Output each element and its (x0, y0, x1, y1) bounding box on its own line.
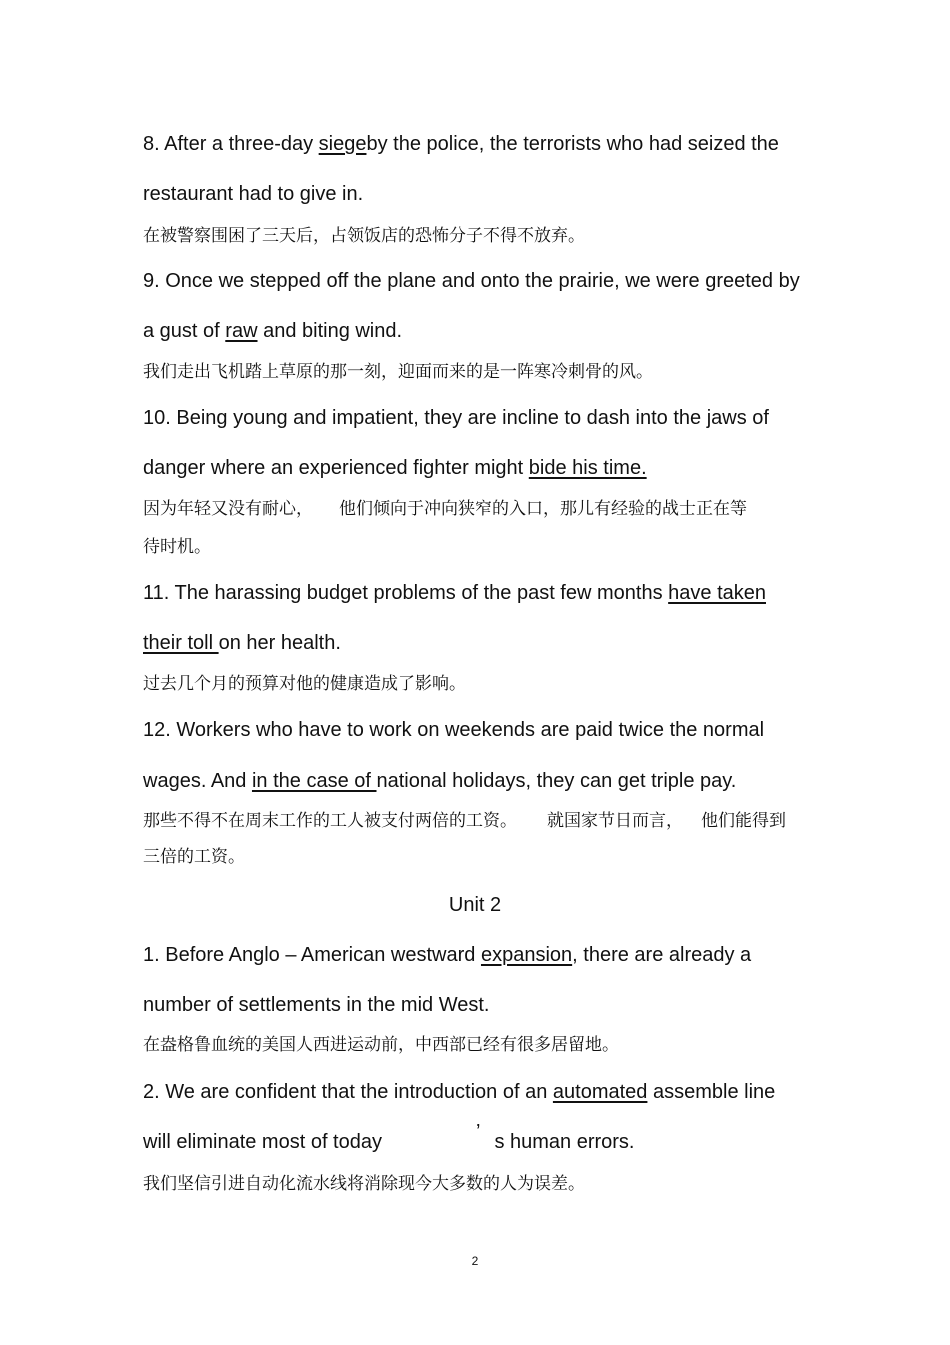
keyword-have-taken: have taken (668, 582, 766, 604)
text: 8. After a three-day (143, 133, 319, 155)
sentence-8-line-2: restaurant had to give in. (143, 183, 364, 205)
unit2-sentence-1-line-1 (143, 943, 751, 967)
text: 因为年轻又没有耐心， (143, 499, 313, 519)
unit-heading: Unit 2 (448, 894, 502, 916)
keyword-in-the-case-of: in the case of (251, 770, 377, 792)
unit2-sentence-1-line-2: number of settlements in the mid West. (143, 994, 490, 1016)
sentence-12-line-2 (143, 769, 736, 793)
sentence-8-line-1 (143, 132, 779, 156)
keyword-automated: automated (552, 1081, 648, 1103)
keyword-their-toll: their toll (143, 632, 219, 654)
keyword-bide-his-time: bide his time. (528, 457, 647, 479)
text: a gust of (143, 320, 226, 342)
sentence-10-line-2 (143, 456, 647, 480)
text: wages. And (143, 770, 252, 792)
unit2-sentence-2-translation: 我们坚信引进自动化流水线将消除现今大多数的人为误差。 (143, 1174, 585, 1194)
sentence-8-translation: 在被警察围困了三天后，占领饭店的恐怖分子不得不放弃。 (143, 226, 585, 246)
sentence-12-translation-line-1 (143, 810, 786, 832)
text: 他们倾向于冲向狭窄的入口，那儿有经验的战士正在等 (339, 499, 747, 519)
text: 1. Before Anglo – American westward (143, 944, 481, 966)
text: and biting wind. (257, 320, 403, 342)
text: assemble line (647, 1081, 776, 1103)
sentence-10-translation-line-1 (143, 498, 747, 520)
sentence-12-line-1: 12. Workers who have to work on weekends are paid twice the normal (143, 719, 765, 741)
text: on her health. (218, 632, 341, 654)
keyword-siege: siege (318, 133, 367, 155)
text: 那些不得不在周末工作的工人被支付两倍的工资。 (143, 811, 517, 831)
sentence-11-line-1 (143, 581, 766, 605)
text: s human errors. (494, 1131, 635, 1153)
text: 11. The harassing budget problems of the past few months (143, 582, 669, 604)
text: 他们能得到 (701, 811, 786, 831)
sentence-9-line-2 (143, 319, 402, 343)
sentence-11-line-2 (143, 631, 341, 655)
text: , there are already a (572, 944, 752, 966)
unit2-sentence-2-line-1 (143, 1080, 775, 1104)
sentence-9-line-1: 9. Once we stepped off the plane and onto the prairie, we were greeted by (143, 270, 800, 292)
page-number: 2 (471, 1254, 479, 1268)
text: danger where an experienced fighter might (143, 457, 529, 479)
keyword-raw: raw (225, 320, 258, 342)
unit2-sentence-1-translation: 在盎格鲁血统的美国人西进运动前，中西部已经有很多居留地。 (143, 1035, 619, 1055)
text: will eliminate most of today (143, 1131, 382, 1153)
text: 就国家节日而言， (547, 811, 683, 831)
unit2-sentence-2-line-2 (143, 1121, 635, 1154)
sentence-11-translation: 过去几个月的预算对他的健康造成了影响。 (143, 674, 466, 694)
apostrophe: ’ (475, 1121, 481, 1143)
sentence-12-translation-line-2: 三倍的工资。 (143, 847, 245, 867)
sentence-9-translation: 我们走出飞机踏上草原的那一刻，迎面而来的是一阵寒冷刺骨的风。 (143, 362, 653, 382)
sentence-10-line-1: 10. Being young and impatient, they are incline to dash into the jaws of (143, 407, 769, 429)
text: national holidays, they can get triple pay. (376, 770, 737, 792)
text: 2. We are confident that the introduction of an (143, 1081, 553, 1103)
sentence-10-translation-line-2: 待时机。 (143, 537, 211, 557)
text: by the police, the terrorists who had seized the (366, 133, 779, 155)
keyword-expansion: expansion (480, 944, 573, 966)
